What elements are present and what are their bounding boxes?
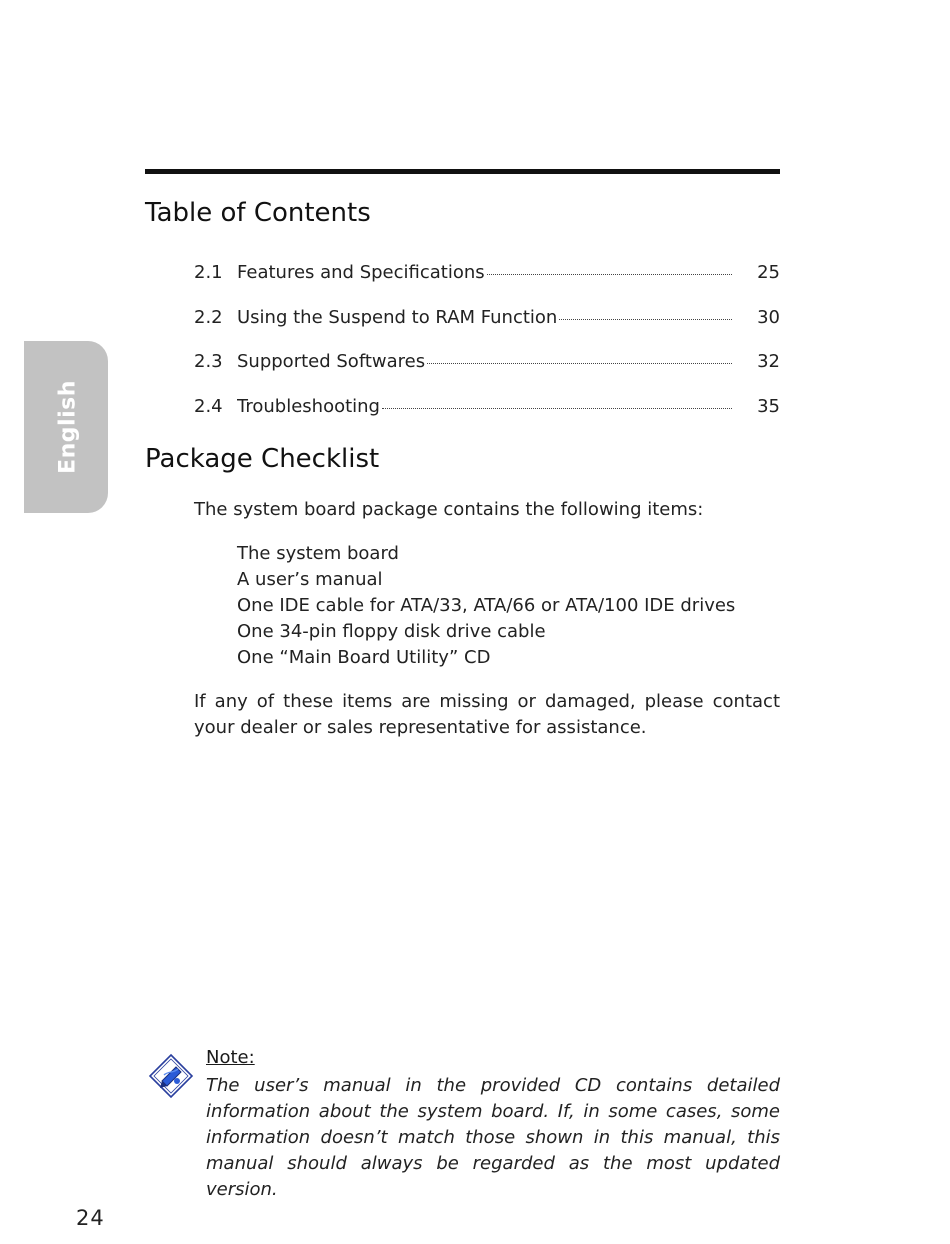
package-intro-text: The system board package contains the following items: — [194, 499, 704, 520]
package-items-list — [237, 541, 735, 671]
toc-entry-page: 32 — [757, 351, 780, 372]
toc-entry-title-wrap — [237, 307, 732, 328]
toc-entry-number: 2.3 — [194, 351, 223, 372]
top-rule — [145, 169, 780, 174]
toc-entry-page: 30 — [757, 306, 780, 328]
toc-heading: Table of Contents — [145, 198, 371, 228]
toc-entry-title: Using the Suspend to RAM Function — [237, 306, 558, 328]
toc-entry-page: 35 — [757, 395, 780, 417]
package-checklist-heading: Package Checklist — [145, 444, 380, 474]
package-item: A user’s manual — [237, 569, 383, 590]
toc-entry-number: 2.1 — [194, 262, 223, 283]
package-item: The system board — [237, 543, 399, 564]
note-pen-icon — [148, 1053, 194, 1099]
toc-entry[interactable] — [194, 307, 780, 352]
package-item: One 34-pin floppy disk drive cable — [237, 621, 546, 642]
package-item: One IDE cable for ATA/33, ATA/66 or ATA/100 IDE drives — [237, 595, 736, 616]
toc-dot-leader — [427, 351, 732, 364]
package-closing-text: If any of these items are missing or damaged, please contact your dealer or sales representative for assistance. — [194, 691, 780, 738]
toc-entry[interactable] — [194, 396, 780, 441]
toc-list — [194, 262, 780, 440]
toc-dot-leader — [487, 262, 732, 275]
toc-dot-leader — [559, 307, 732, 320]
toc-dot-leader — [382, 396, 732, 409]
toc-entry-title-wrap — [237, 262, 732, 283]
toc-entry-title: Features and Specifications — [237, 262, 485, 283]
toc-entry-title: Supported Softwares — [237, 351, 426, 372]
toc-entry-title-wrap — [237, 351, 732, 372]
language-side-tab-label: English — [55, 380, 81, 474]
note-title: Note: — [206, 1047, 255, 1068]
toc-entry[interactable] — [194, 262, 780, 307]
toc-entry-title: Troubleshooting — [237, 395, 380, 417]
toc-entry-title-wrap — [237, 396, 732, 417]
toc-entry[interactable] — [194, 351, 780, 396]
note-text: The user’s manual in the provided CD contains detailed information about the system board. If, in some cases, some information doesn’t match those shown in this manual, this manual should always be regarded as the most updated version. — [206, 1075, 780, 1200]
page-number: 24 — [76, 1206, 105, 1230]
toc-entry-number: 2.4 — [194, 395, 223, 417]
toc-entry-number: 2.2 — [194, 306, 223, 328]
toc-entry-page: 25 — [757, 262, 780, 283]
package-item: One “Main Board Utility” CD — [237, 647, 491, 668]
